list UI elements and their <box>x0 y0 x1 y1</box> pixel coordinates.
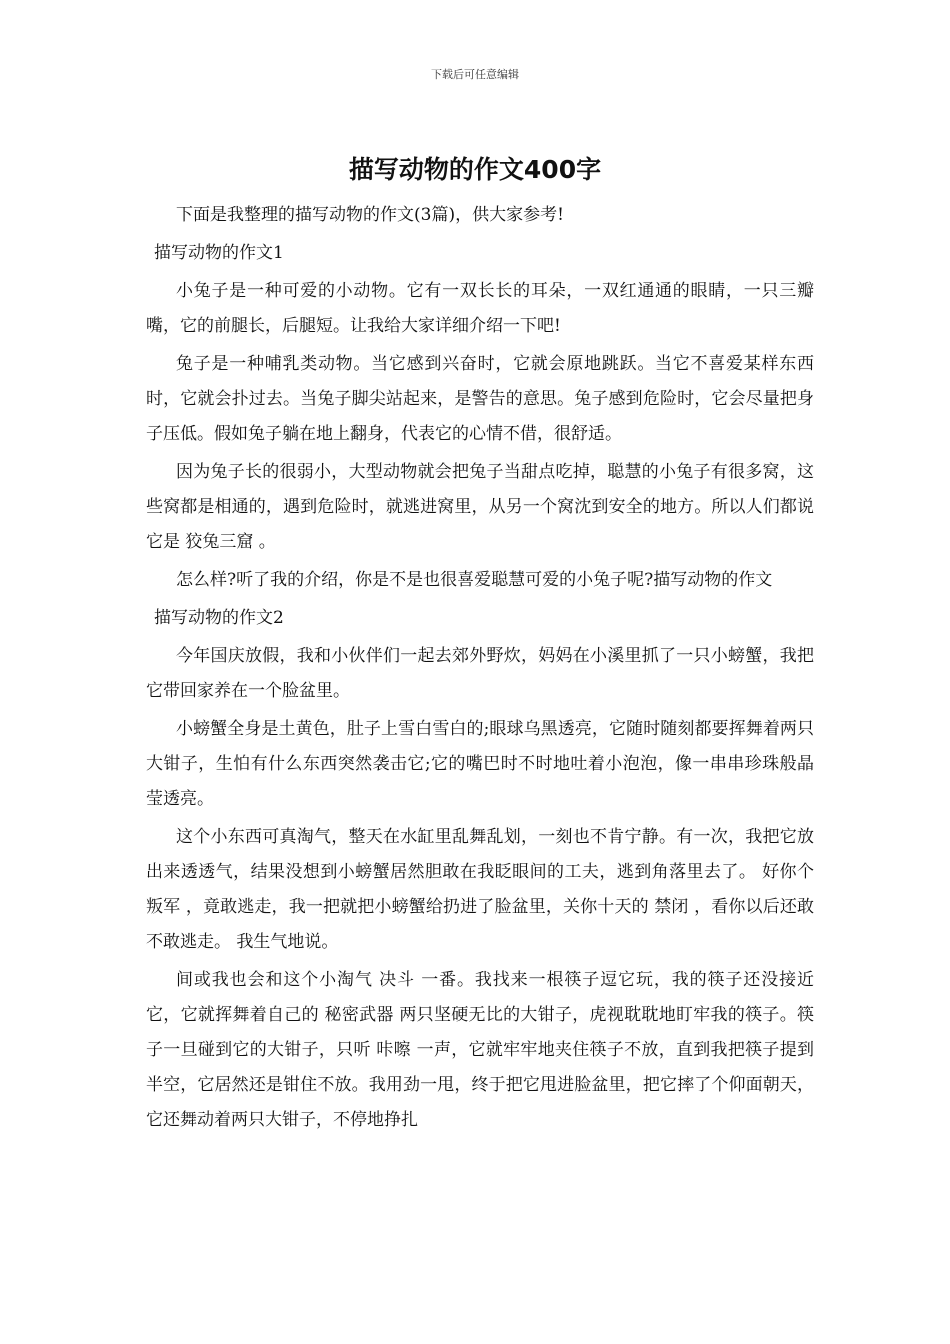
paragraph: 因为兔子长的很弱小，大型动物就会把兔子当甜点吃掉，聪慧的小兔子有很多窝，这些窝都是相通的，遇到危险时，就逃进窝里，从另一个窝沈到安全的地方。所以人们都说它是 狡兔三窟 。 <box>146 462 814 552</box>
paragraph: 小兔子是一种可爱的小动物。它有一双长长的耳朵，一双红通通的眼睛，一只三瓣嘴，它的前腿长，后腿短。让我给大家详细介绍一下吧! <box>146 281 814 336</box>
header-note: 下载后可任意编辑 <box>431 68 519 81</box>
section-heading-2: 描写动物的作文2 <box>154 608 284 628</box>
intro-paragraph: 下面是我整理的描写动物的作文(3篇)，供大家参考! <box>176 205 564 225</box>
paragraph: 今年国庆放假，我和小伙伴们一起去郊外野炊，妈妈在小溪里抓了一只小螃蟹，我把它带回家养在一个脸盆里。 <box>146 646 814 701</box>
paragraph: 间或我也会和这个小淘气 决斗 一番。我找来一根筷子逗它玩，我的筷子还没接近它，它就挥舞着自己的 秘密武器 两只坚硬无比的大钳子，虎视耽耽地盯牢我的筷子。筷子一旦碰到它的大钳子，只听 咔嚓 一声，它就牢牢地夹住筷子不放，直到我把筷子提到半空，它居然还是钳住不放。我用劲一甩，终于把它甩进脸盆里，把它摔了个仰面朝天，它还舞动着两只大钳子，不停地挣扎 <box>146 970 814 1130</box>
document-body <box>146 198 814 1141</box>
page-title: 描写动物的作文400字 <box>348 155 602 184</box>
section-heading-1: 描写动物的作文1 <box>154 243 284 263</box>
paragraph: 这个小东西可真淘气，整天在水缸里乱舞乱划，一刻也不肯宁静。有一次，我把它放出来透透气，结果没想到小螃蟹居然胆敢在我眨眼间的工夫，逃到角落里去了。 好你个 叛军 ，竟敢逃走，我一把就把小螃蟹给扔进了脸盆里，关你十天的 禁闭 ，看你以后还敢不敢逃走。 我生气地说。 <box>146 827 814 952</box>
paragraph: 小螃蟹全身是土黄色，肚子上雪白雪白的;眼球乌黑透亮，它随时随刻都要挥舞着两只大钳子，生怕有什么东西突然袭击它;它的嘴巴时不时地吐着小泡泡，像一串串珍珠般晶莹透亮。 <box>146 719 814 809</box>
paragraph: 怎么样?听了我的介绍，你是不是也很喜爱聪慧可爱的小兔子呢?描写动物的作文 <box>176 570 773 590</box>
paragraph: 兔子是一种哺乳类动物。当它感到兴奋时，它就会原地跳跃。当它不喜爱某样东西时，它就会扑过去。当兔子脚尖站起来，是警告的意思。兔子感到危险时，它会尽量把身子压低。假如兔子躺在地上翻身，代表它的心情不借，很舒适。 <box>146 354 814 444</box>
